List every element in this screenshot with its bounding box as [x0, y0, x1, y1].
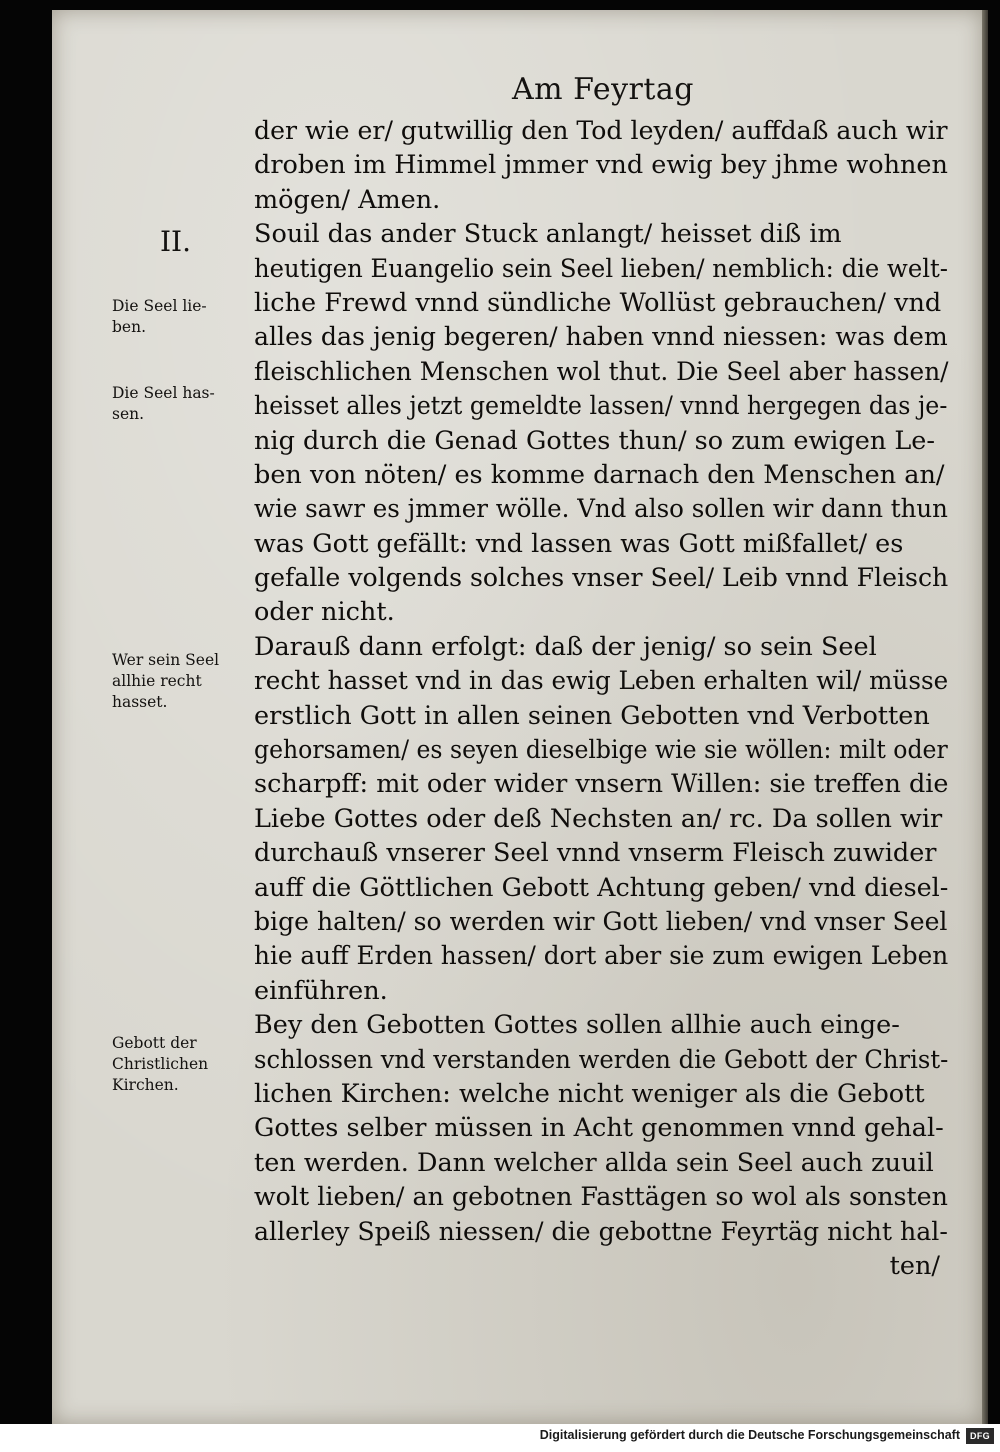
text-line: ten/	[889, 1250, 940, 1281]
text-line: scharpff: mit oder wider vnsern Willen: sie treffen die	[254, 769, 949, 800]
text-line: durchauß vnserer Seel vnnd vnserm Fleisch zuwider	[254, 838, 937, 869]
running-title: Am Feyrtag	[512, 72, 695, 107]
text-line: nig durch die Genad Gottes thun/ so zum ewigen Le-	[254, 425, 936, 456]
text-line: lichen Kirchen: welche nicht weniger als die Gebott	[254, 1078, 925, 1109]
body-text	[254, 114, 954, 1283]
marginal-note-line: Die Seel lie-	[112, 297, 207, 315]
text-line: wolt lieben/ an gebotnen Fasttägen so wol als sonsten	[254, 1182, 948, 1213]
marginal-note-line: allhie recht	[112, 672, 202, 690]
marginal-note-line: ben.	[112, 318, 147, 336]
marginal-note-line: Wer sein Seel	[112, 651, 220, 669]
text-line: fleischlichen Menschen wol thut. Die Seel aber hassen/	[254, 356, 949, 387]
marginal-note-line: Christlichen	[112, 1055, 209, 1073]
marginal-note	[112, 650, 219, 713]
text-line: bige halten/ so werden wir Gott lieben/ vnd vnser Seel	[254, 906, 948, 937]
text-line: gefalle volgends solches vnser Seel/ Leib vnnd Fleisch	[254, 563, 949, 594]
text-line: einführen.	[254, 975, 388, 1006]
text-line: schlossen vnd verstanden werden die Gebott der Christ-	[254, 1044, 949, 1075]
text-line: Liebe Gottes oder deß Nechsten an/ rc. Da sollen wir	[254, 803, 943, 834]
text-line: Souil das ander Stuck anlangt/ heisset diß im	[254, 219, 842, 250]
section-numeral: II.	[160, 225, 192, 258]
marginal-note-line: Kirchen.	[112, 1076, 179, 1094]
marginal-note	[112, 383, 215, 425]
dfg-logo: DFG	[966, 1428, 994, 1444]
text-line: gehorsamen/ es seyen dieselbige wie sie wöllen: milt oder	[254, 735, 948, 766]
text-line: heisset alles jetzt gemeldte lassen/ vnnd hergegen das je-	[254, 391, 948, 422]
text-line: ten werden. Dann welcher allda sein Seel auch zuuil	[254, 1147, 934, 1178]
text-line: auff die Göttlichen Gebott Achtung geben/ vnd diesel-	[254, 872, 949, 903]
text-line: ben von nöten/ es komme darnach den Menschen an/	[254, 459, 945, 490]
marginal-note-line: Gebott der	[112, 1034, 197, 1052]
text-line: liche Frewd vnnd sündliche Wollüst gebrauchen/ vnd	[254, 287, 942, 318]
marginal-note	[112, 1033, 208, 1096]
funding-credit: Digitalisierung gefördert durch die Deutsche Forschungsgemeinschaft	[539, 1428, 960, 1442]
text-line: was Gott gefällt: vnd lassen was Gott mißfallet/ es	[254, 528, 904, 559]
marginal-note-line: hasset.	[112, 693, 168, 711]
text-line: Darauß dann erfolgt: daß der jenig/ so sein Seel	[254, 631, 877, 662]
text-line: alles das jenig begeren/ haben vnnd niessen: was dem	[254, 322, 948, 353]
text-line: hie auff Erden hassen/ dort aber sie zum ewigen Leben	[254, 941, 949, 972]
text-line: allerley Speiß niessen/ die gebottne Feyrtäg nicht hal-	[254, 1216, 948, 1247]
text-line: oder nicht.	[254, 597, 395, 628]
text-line: droben im Himmel jmmer vnd ewig bey jhme wohnen	[254, 150, 948, 181]
text-line: wie sawr es jmmer wölle. Vnd also sollen wir dann thun	[254, 494, 948, 525]
text-line: Bey den Gebotten Gottes sollen allhie auch einge-	[254, 1010, 900, 1041]
text-line: der wie er/ gutwillig den Tod leyden/ auffdaß auch wir	[254, 116, 948, 146]
marginal-note	[112, 296, 207, 338]
text-line: recht hasset vnd in das ewig Leben erhalten wil/ müsse	[254, 666, 949, 697]
footer-bar	[0, 1424, 1000, 1452]
text-line: heutigen Euangelio sein Seel lieben/ nemblich: die welt-	[254, 253, 948, 284]
marginal-note-line: Die Seel has-	[112, 384, 215, 402]
text-line: mögen/ Amen.	[254, 184, 441, 215]
text-line: Gottes selber müssen in Acht genommen vnnd gehal-	[254, 1113, 944, 1144]
marginal-note-line: sen.	[112, 405, 145, 423]
text-line: erstlich Gott in allen seinen Gebotten vnd Verbotten	[254, 700, 930, 731]
